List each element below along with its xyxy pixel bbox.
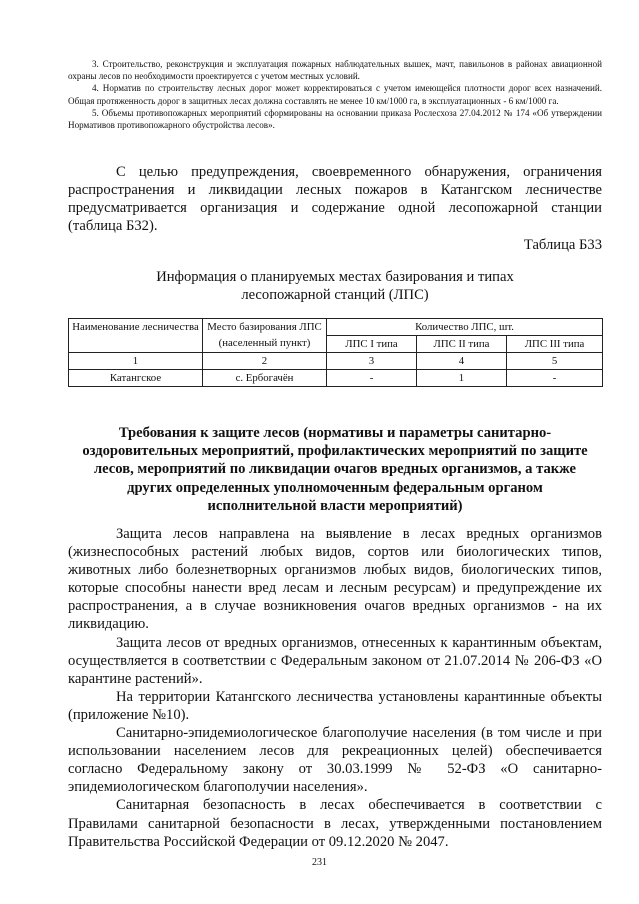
paragraph: Санитарная безопасность в лесах обеспечивается в соответствии с Правилами санитарной безопасности в лесах, утвержденными постановлением Правительства Российской Федерации от 09.12.2020 № 2047. — [68, 797, 602, 850]
table-cell: Катангское — [69, 370, 203, 387]
section-heading — [68, 424, 602, 515]
header-forestry: Наименование лесничества — [69, 319, 203, 353]
table-cell: с. Ербогачён — [203, 370, 327, 387]
heading-line: исполнительной власти мероприятий) — [207, 497, 463, 514]
heading-line: Требования к защите лесов (нормативы и параметры санитарно- — [118, 425, 552, 441]
header-lps-type-3: ЛПС III типа — [507, 336, 603, 353]
page-number: 231 — [312, 857, 327, 868]
heading-line: других определенных уполномоченным федеральным органом — [127, 479, 543, 496]
table-number-row — [69, 353, 603, 370]
header-lps-type-2: ЛПС II типа — [417, 336, 507, 353]
table-row — [69, 370, 603, 387]
table-label: Таблица Б33 — [523, 237, 602, 253]
paragraph: Защита лесов от вредных организмов, отнесенных к карантинным объектам, осуществляется в соответствии с Федеральным законом от 21.07.2014 № 206-ФЗ «О карантине растений». — [68, 634, 602, 687]
footnotes — [68, 58, 602, 131]
header-lps-type-1: ЛПС I типа — [327, 336, 417, 353]
table-cell: 1 — [69, 353, 203, 370]
intro-paragraph: С целью предупреждения, своевременного обнаружения, ограничения распространения и ликвидации лесных пожаров в Катангском лесничестве предусматривается организация и содержание одной лесопожарной станции (таблица Б32). — [68, 164, 602, 235]
table-title — [68, 268, 602, 304]
paragraph: На территории Катангского лесничества установлены карантинные объекты (приложение №10). — [68, 688, 602, 723]
header-base-location: Место базирования ЛПС (населенный пункт) — [203, 319, 327, 353]
lps-table — [68, 318, 603, 387]
header-lps-count: Количество ЛПС, шт. — [327, 319, 603, 336]
table-title-line: Информация о планируемых местах базирования и типах — [156, 269, 514, 285]
table-cell: - — [507, 370, 603, 387]
intro-block — [68, 163, 602, 235]
table-header-row — [69, 319, 603, 336]
heading-line: лесов, мероприятий по ликвидации очагов вредных организмов, а также — [93, 461, 577, 478]
table-cell: 2 — [203, 353, 327, 370]
table-cell: 3 — [327, 353, 417, 370]
note-4: 4. Норматив по строительству лесных дорог может корректироваться с учетом имеющейся плотности дорог всех назначений. Общая протяженность дорог в защитных лесах должна составлять не менее 10 км/1000 га, в эксплуатационных - 6 км/1000 га. — [68, 83, 602, 106]
main-text — [68, 525, 602, 851]
heading-line: оздоровительных мероприятий, профилактических мероприятий по защите — [82, 443, 588, 460]
table-cell: 1 — [417, 370, 507, 387]
table-title-line: лесопожарной станций (ЛПС) — [241, 287, 429, 303]
paragraph: Санитарно-эпидемиологическое благополучие населения (в том числе и при использовании населением лесов для рекреационных целей) обеспечивается согласно Федеральному закону от 30.03.1999 № 52-ФЗ «О санитарно-эпидемиологическом благополучии населения». — [68, 725, 602, 796]
paragraph: Защита лесов направлена на выявление в лесах вредных организмов (жизнеспособных растений любых видов, сортов или биологических типов, животных либо болезнетворных организмов любых видов, биологических типов, которые способны нанести вред лесам и лесным ресурсам) и предупреждение их распространения, а в случае возникновения очагов вредных организмов - на их ликвидацию. — [68, 526, 602, 633]
table-cell: 4 — [417, 353, 507, 370]
table-cell: - — [327, 370, 417, 387]
table-cell: 5 — [507, 353, 603, 370]
note-3: 3. Строительство, реконструкция и эксплуатация пожарных наблюдательных вышек, мачт, павильонов в районах авиационной охраны лесов по необходимости проектируется с учетом местных условий. — [68, 59, 602, 82]
note-5: 5. Объемы противопожарных мероприятий сформированы на основании приказа Рослесхоза 27.04.2012 № 174 «Об утверждении Нормативов противопожарного обустройства лесов». — [68, 107, 602, 131]
